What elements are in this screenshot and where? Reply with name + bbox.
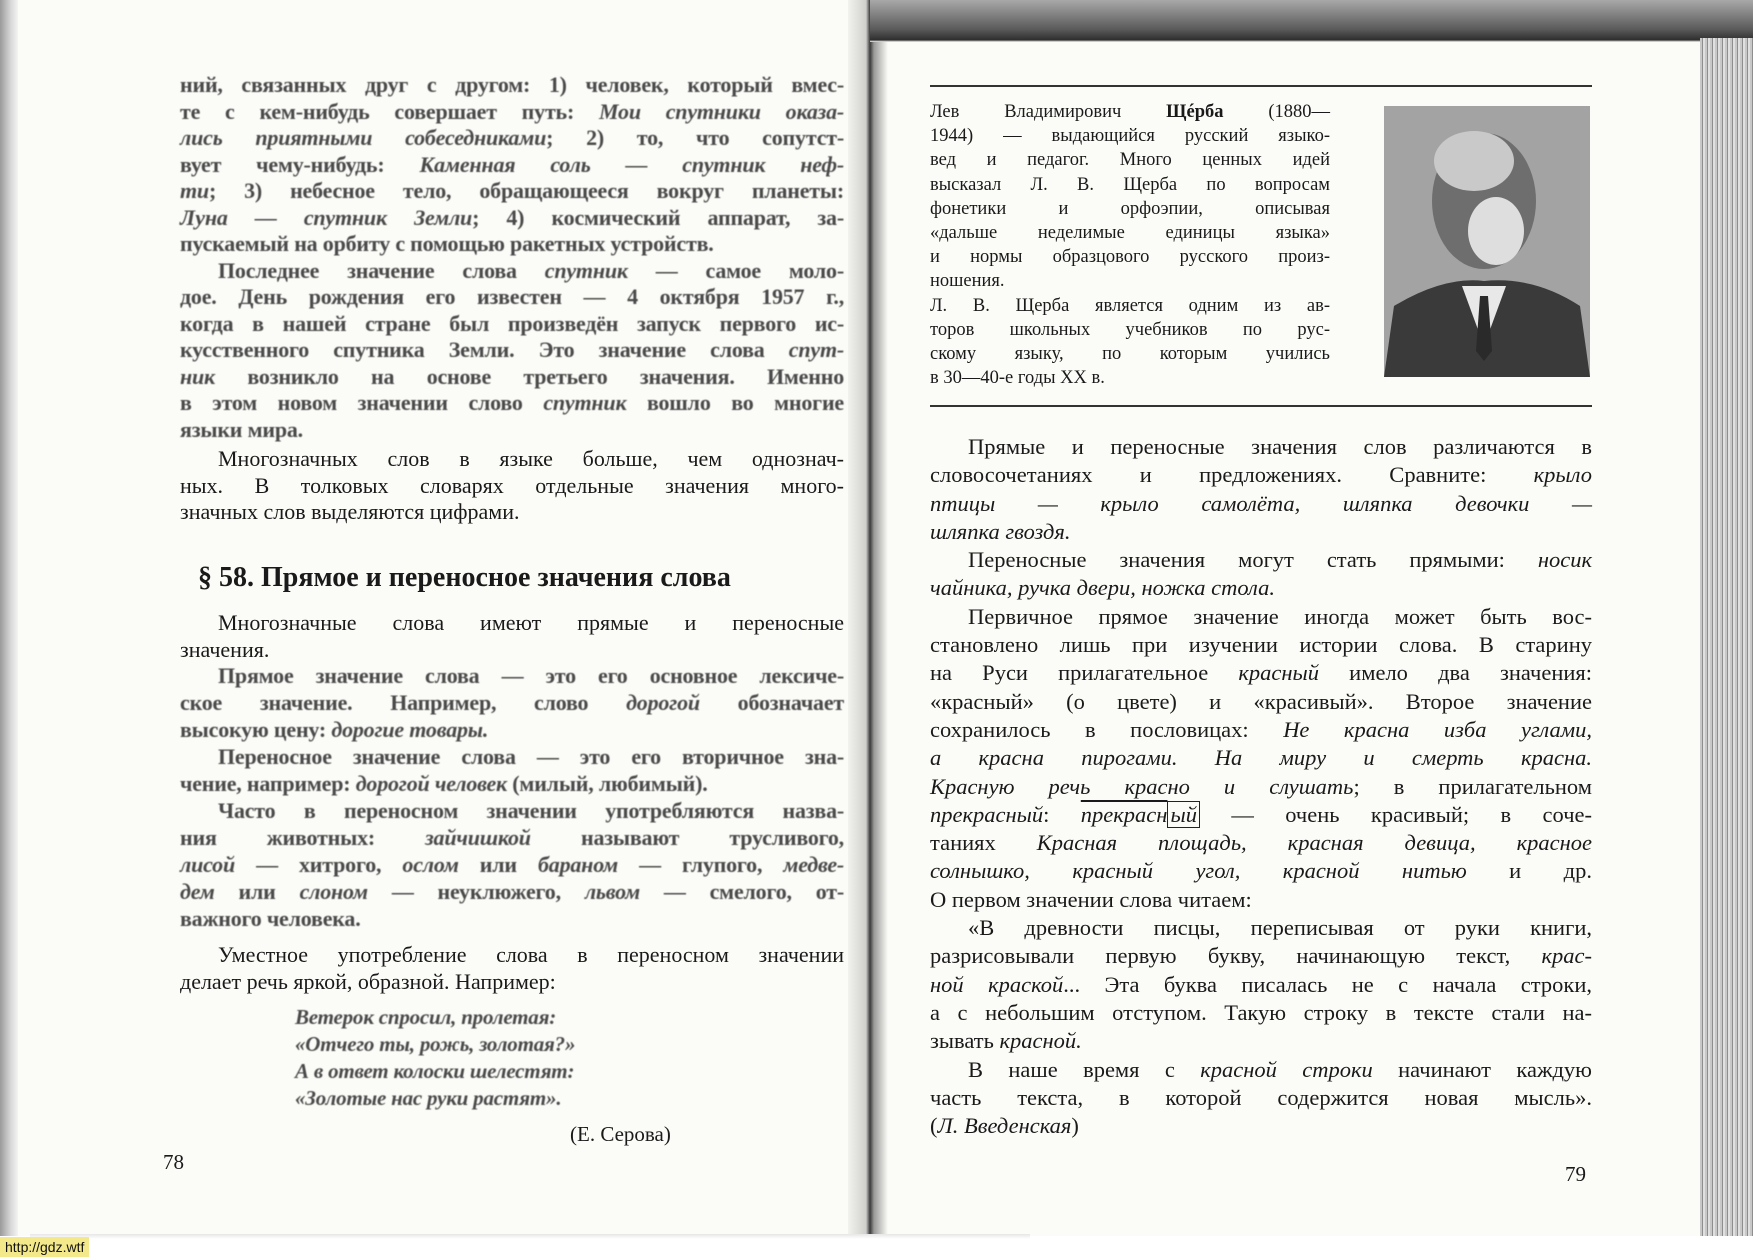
text-line xyxy=(930,773,1592,801)
text-line xyxy=(930,366,1330,390)
italic-example: красной строки xyxy=(1200,1056,1373,1082)
text-run: Последнее значение слова xyxy=(218,257,545,283)
text-line xyxy=(930,688,1592,716)
italic-example: чайника, ручка двери, ножка стола. xyxy=(930,575,1276,601)
text-line xyxy=(180,178,844,205)
text-run: вошло во многие xyxy=(626,390,844,415)
italic-example: «Золотые нас руки растят». xyxy=(295,1086,562,1110)
italic-example: львом xyxy=(584,879,640,904)
text-line xyxy=(180,473,844,500)
morpheme-mark: ый xyxy=(1167,801,1200,828)
text-run: зывать xyxy=(930,1028,1000,1054)
morpheme-mark: прекрасн xyxy=(1080,801,1168,827)
text-line xyxy=(930,433,1592,461)
text-line xyxy=(930,461,1592,489)
text-run: — самое моло- xyxy=(627,257,844,283)
text-run: — очень красивый; в соче- xyxy=(1199,801,1592,827)
text-run: вует чему-нибудь: xyxy=(180,151,420,177)
text-line xyxy=(930,971,1592,999)
italic-example: слоном xyxy=(299,879,368,904)
text-run: обозначает xyxy=(699,690,844,715)
text-run: делает речь яркой, образной. Например: xyxy=(180,968,556,994)
text-run: или xyxy=(214,879,300,904)
text-run: Уместное употребление слова в переносном значении xyxy=(218,942,844,967)
text-line xyxy=(930,197,1330,221)
text-line xyxy=(180,231,844,258)
text-line xyxy=(930,148,1330,172)
text-line xyxy=(930,1112,1592,1140)
text-line xyxy=(930,221,1330,245)
text-line xyxy=(180,152,844,179)
text-run: ; 3) небесное тело, обращающееся вокруг планеты: xyxy=(208,178,844,203)
text-run: Переносные значения могут стать прямыми: xyxy=(968,547,1538,573)
text-line xyxy=(180,337,844,364)
bio-shcherba xyxy=(930,100,1330,390)
text-run: Л. В. Щерба является одним из ав- xyxy=(930,295,1330,316)
text-line xyxy=(930,999,1592,1027)
italic-example: красный xyxy=(1238,660,1320,686)
bold-term: Щéрба xyxy=(1166,102,1224,122)
text-run: имело два значения: xyxy=(1319,660,1592,686)
italic-example: Не красна изба углами, xyxy=(1283,716,1592,742)
text-line xyxy=(180,797,844,824)
text-line xyxy=(180,72,844,99)
italic-example: бараном xyxy=(538,852,619,877)
text-run: значных слов выделяются цифрами. xyxy=(180,499,520,524)
italic-example: Ветерок спросил, пролетая: xyxy=(295,1005,557,1029)
text-run: фонетики и орфоэпии, описывая xyxy=(930,198,1330,219)
poem xyxy=(295,1004,715,1112)
main-text-right xyxy=(930,433,1592,1140)
text-run: языки мира. xyxy=(180,416,303,442)
text-run: Многозначные слова имеют прямые и переносные xyxy=(218,610,844,635)
text-line xyxy=(930,294,1330,318)
text-line xyxy=(180,390,844,417)
section-heading: § 58. Прямое и переносное значения слова xyxy=(198,562,731,593)
italic-example: а красна пирогами. На миру и смерть красна. xyxy=(930,745,1592,771)
text-run: ( xyxy=(930,1113,938,1139)
text-run: торов школьных учебников по рус- xyxy=(930,319,1330,340)
text-line xyxy=(930,603,1592,631)
text-line xyxy=(180,716,844,743)
text-line xyxy=(295,1058,715,1085)
text-line xyxy=(180,851,844,878)
text-line xyxy=(930,124,1330,148)
text-run: разрисовывали первую букву, начинающую текст, xyxy=(930,943,1542,969)
text-run: ; в прилагательном xyxy=(1353,773,1592,799)
text-line xyxy=(180,743,844,770)
text-run: те с кем-нибудь совершает путь: xyxy=(180,98,599,124)
text-line xyxy=(930,342,1330,366)
italic-example: Каменная соль — спутник неф- xyxy=(419,151,845,177)
text-line xyxy=(295,1004,715,1031)
text-run: ний, связанных друг с другом: 1) человек, который вмес- xyxy=(180,72,844,97)
text-block-usage xyxy=(180,942,844,995)
italic-example: дорогой xyxy=(626,690,700,715)
italic-example: лись приятными собеседниками xyxy=(180,125,547,150)
text-line xyxy=(930,1084,1592,1112)
text-line xyxy=(930,744,1592,772)
page-number-right: 79 xyxy=(1565,1162,1586,1186)
text-line xyxy=(930,173,1330,197)
text-line xyxy=(180,969,844,996)
italic-example: ти xyxy=(180,178,209,203)
text-line xyxy=(180,125,844,152)
text-line xyxy=(930,490,1592,518)
text-line xyxy=(180,662,844,689)
watermark-link[interactable]: http://gdz.wtf xyxy=(0,1237,89,1257)
text-line xyxy=(180,689,844,716)
page-stack-edge xyxy=(1700,38,1753,1243)
bold-term: Прямое xyxy=(218,663,294,688)
italic-example: крас- xyxy=(1541,943,1592,969)
italic-example: крыло xyxy=(1533,462,1592,488)
text-line xyxy=(180,446,844,473)
text-line xyxy=(930,801,1592,829)
book-left-edge xyxy=(0,0,18,1240)
bold-term: Переносное xyxy=(218,744,332,769)
text-run: ношения. xyxy=(930,271,1005,292)
italic-example: А в ответ колоски шелестят: xyxy=(295,1059,575,1083)
text-run: В наше время с xyxy=(968,1056,1201,1082)
text-line xyxy=(930,857,1592,885)
text-run: в этом новом значении слово xyxy=(180,390,544,415)
text-run: скому языку, по которым учились xyxy=(930,344,1330,365)
italic-example: ной краской xyxy=(930,971,1064,997)
text-line xyxy=(180,311,844,338)
text-line xyxy=(180,205,844,232)
italic-example: Красная площадь, красная девица, красное xyxy=(1036,830,1592,856)
italic-example: птицы — крыло самолёта, шляпка девочки — xyxy=(930,490,1592,516)
text-line xyxy=(180,364,844,391)
text-line xyxy=(930,829,1592,857)
text-run: Первичное прямое значение иногда может быть вос- xyxy=(968,603,1592,629)
text-line xyxy=(180,99,844,126)
text-line xyxy=(180,878,844,905)
text-line xyxy=(930,318,1330,342)
italic-example: зайчишкой xyxy=(425,825,531,850)
bottom-shade xyxy=(30,1234,1030,1239)
text-run: высокую цену: xyxy=(180,717,332,742)
text-run: Лев Владимирович xyxy=(930,102,1167,122)
text-run: — смелого, от- xyxy=(639,879,844,904)
italic-example: шляпка гвоздя. xyxy=(930,518,1071,544)
text-run: дое. День рождения его известен — 4 октября 1957 г., xyxy=(180,284,844,309)
text-line xyxy=(930,269,1330,293)
text-run: — глупого, xyxy=(618,852,784,877)
text-run: ... Эта буква писалась не с начала строки, xyxy=(1063,971,1592,997)
italic-example: спутник xyxy=(544,257,628,283)
italic-example: ник xyxy=(180,363,215,389)
text-line xyxy=(930,914,1592,942)
text-run: чение, например: xyxy=(180,771,356,796)
italic-example: прекрасный xyxy=(930,801,1044,827)
text-line xyxy=(930,100,1330,124)
text-line xyxy=(930,659,1592,687)
text-run: (милый, любимый). xyxy=(507,771,708,796)
text-run: важного человека. xyxy=(180,906,361,931)
text-run: высказал Л. В. Щерба по вопросам xyxy=(930,174,1330,195)
bottom-margin xyxy=(0,1236,1753,1257)
text-line xyxy=(930,245,1330,269)
text-line xyxy=(930,631,1592,659)
text-line xyxy=(930,942,1592,970)
italic-example: лисой xyxy=(180,852,235,877)
text-run: «дальше неделимые единицы языка» xyxy=(930,223,1330,244)
text-run: на Руси прилагательное xyxy=(930,660,1239,686)
text-line xyxy=(180,942,844,969)
text-run: значения. xyxy=(180,636,270,662)
text-line xyxy=(180,770,844,797)
italic-example: красной. xyxy=(999,1028,1082,1054)
poem-author: (Е. Серова) xyxy=(570,1122,671,1146)
text-run: О первом значении слова читаем: xyxy=(930,886,1252,912)
italic-example: Луна — спутник Земли xyxy=(180,204,473,230)
italic-example: медве- xyxy=(783,852,845,877)
text-run: Часто в переносном значении употребляются назва- xyxy=(218,798,844,823)
text-run: 1944) — выдающийся русский языко- xyxy=(930,126,1330,147)
text-line xyxy=(180,824,844,851)
text-run: и др. xyxy=(1466,858,1592,884)
text-line xyxy=(930,886,1592,914)
text-run: «красный» (о цвете) и «красивый». Второе значение xyxy=(930,688,1592,714)
page-number-left: 78 xyxy=(163,1150,184,1174)
text-line xyxy=(295,1085,715,1112)
text-run: а с небольшим отступом. Такую строку в тексте стали на- xyxy=(930,999,1592,1025)
italic-example: дем xyxy=(180,879,215,904)
italic-example: дорогие товары. xyxy=(331,717,489,742)
text-run: вед и педагог. Много ценных идей xyxy=(930,150,1330,171)
text-run: или xyxy=(458,852,538,877)
text-run: кусственного спутника Земли. Это значение слова xyxy=(180,337,789,362)
text-block-polysemy xyxy=(180,446,844,526)
text-run: значение слова — это его основное лексиче- xyxy=(293,663,844,688)
text-block-sputnik-meanings xyxy=(180,72,844,443)
text-line xyxy=(180,905,844,932)
bio-rule-top xyxy=(930,85,1592,87)
text-run: сохранилось в пословицах: xyxy=(930,716,1284,742)
text-run: ское значение. Например, слово xyxy=(180,690,627,715)
text-run: словосочетаниях и предложениях. Сравните: xyxy=(930,462,1534,488)
text-line xyxy=(930,1056,1592,1084)
italic-example: Л. Введенская xyxy=(937,1113,1072,1139)
text-line xyxy=(930,716,1592,744)
text-run: : xyxy=(1043,801,1081,827)
text-run: в 30—40-е годы XX в. xyxy=(930,368,1105,389)
italic-example: дорогой человек xyxy=(355,771,507,796)
text-run: — хитрого, xyxy=(234,852,403,877)
text-run: когда в нашей стране был произведён запуск первого ис- xyxy=(180,310,844,336)
text-line xyxy=(930,1027,1592,1055)
book-spine-gutter xyxy=(848,0,888,1240)
text-run: возникло на основе третьего значения. Именно xyxy=(215,363,844,389)
text-block-intro xyxy=(180,610,844,663)
text-run: ) xyxy=(1071,1113,1079,1139)
italic-example: носик xyxy=(1537,547,1592,573)
italic-example: солнышко, красный угол, красной нитью xyxy=(930,858,1467,884)
text-block-definitions xyxy=(180,662,844,932)
text-line xyxy=(180,637,844,664)
italic-example: ослом xyxy=(402,852,459,877)
text-line xyxy=(180,284,844,311)
text-run: становлено лишь при изучении истории слова. В старину xyxy=(930,632,1592,658)
text-line xyxy=(930,546,1592,574)
text-run: Прямые и переносные значения слов различаются в xyxy=(968,434,1592,459)
text-run: таниях xyxy=(930,830,1037,856)
text-run: — неуклюжего, xyxy=(367,879,585,904)
text-run: называют трусливого, xyxy=(530,825,844,850)
text-run: ; 4) космический аппарат, за- xyxy=(472,204,844,230)
text-run: Многозначных слов в языке больше, чем однознач- xyxy=(218,446,844,471)
text-run: ных. В толковых словарях отдельные значения много- xyxy=(180,472,844,498)
text-run: и нормы образцового русского произ- xyxy=(930,247,1330,268)
text-run: пускаемый на орбиту с помощью ракетных устройств. xyxy=(180,231,714,256)
italic-example: Мои спутники оказа- xyxy=(598,98,844,124)
text-run: начинают каждую xyxy=(1372,1056,1592,1082)
scan-top-shadow xyxy=(870,0,1753,42)
portrait-photo-icon xyxy=(1384,106,1590,377)
text-run: (1880— xyxy=(1223,102,1330,122)
text-run: ния животных: xyxy=(180,825,426,850)
italic-example: «Отчего ты, рожь, золотая?» xyxy=(295,1032,576,1056)
italic-example: Красную речь красно и слушать xyxy=(930,773,1354,799)
text-line xyxy=(180,417,844,444)
italic-example: спут- xyxy=(788,337,844,362)
text-run: часть текста, в которой содержится новая мысль». xyxy=(930,1084,1592,1110)
text-run: значение слова — это его вторичное зна- xyxy=(331,744,844,769)
text-line xyxy=(180,258,844,285)
bio-rule-bottom xyxy=(930,405,1592,407)
text-line xyxy=(295,1031,715,1058)
italic-example: спутник xyxy=(543,390,627,415)
text-line xyxy=(180,499,844,526)
text-line xyxy=(930,574,1592,602)
text-line xyxy=(930,518,1592,546)
text-run: «В древности писцы, переписывая от руки книги, xyxy=(968,915,1592,941)
text-run: ; 2) то, что сопутст- xyxy=(546,125,844,150)
text-line xyxy=(180,610,844,637)
